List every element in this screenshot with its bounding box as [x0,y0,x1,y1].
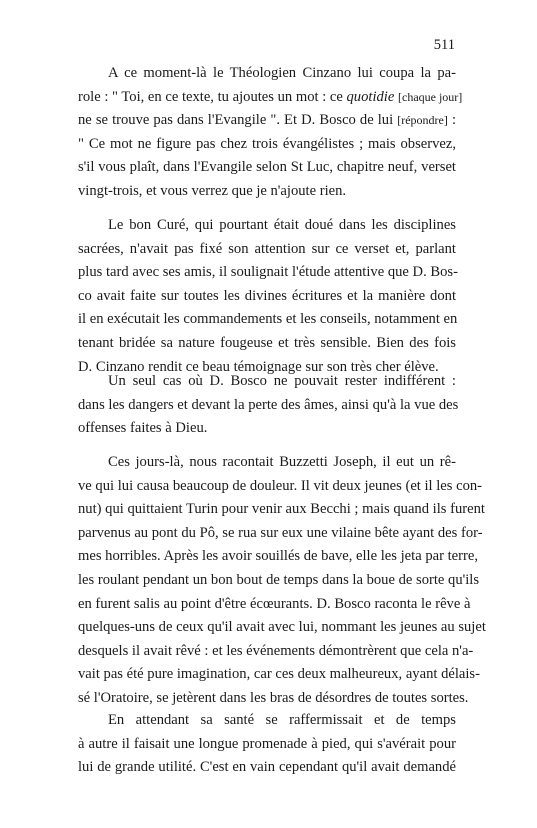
text-line: A ce moment-là le Théologien Cinzano lui coupa la pa- [108,65,456,81]
text-line: s'il vous plaît, dans l'Evangile selon St Luc, chapitre neuf, verset [78,159,456,176]
paragraph-1 [78,62,463,204]
page-number: 511 [433,37,455,53]
paragraph-4 [78,451,486,711]
text-line: sacrées, n'avait pas fixé son attention sur ce verset et, parlant [78,240,456,257]
text-line: quelques-uns de ceux qu'il avait avec lui, nommant les jeunes au sujet [78,619,486,636]
text-line: les roulant pendant un bon bout de temps dans la boue de sorte qu'ils [78,571,480,588]
text-line: En attendant sa santé se raffermissait et de temps [108,712,456,728]
text-line: desquels il avait rêvé : et les événements démontrèrent que cela n'a- [78,642,474,659]
text-line: co avait faite sur toutes les divines écritures et la manière dont [78,287,456,304]
text-line: " Ce mot ne figure pas chez trois évangélistes ; mais observez, [78,135,456,152]
text-line: offenses faites à Dieu. [78,420,208,437]
text-line: dans les dangers et devant la perte des âmes, ainsi qu'à la vue des [78,396,459,413]
text-line: ve qui lui causa beaucoup de douleur. Il vit deux jeunes (et il les con- [78,477,483,494]
text-line: plus tard avec ses amis, il soulignait l'étude attentive que D. Bos- [78,264,458,281]
paragraph-5 [78,709,456,780]
text-line: tenant bridée sa nature fougeuse et très sensible. Bien des fois [78,334,456,351]
text-line: mes horribles. Après les avoir souillés de bave, elle les jeta par terre, [78,548,478,565]
text-line: role : " Toi, en ce texte, tu ajoutes un mot : ce quotidie [chaque jour] [78,88,463,105]
text-line: lui de grande utilité. C'est en vain cependant qu'il avait demandé [78,759,456,776]
text-line: nut) qui quittaient Turin pour venir aux Becchi ; mais quand ils furent [78,501,485,518]
text-line: vingt-trois, et vous verrez que je n'ajoute rien. [78,182,347,199]
text-line: D. Cinzano rendit ce beau témoignage sur son très cher élève. [78,358,439,375]
text-line: parvenus au pont du Pô, se rua sur eux une vilaine bête ayant des for- [78,524,483,541]
paragraph-2 [78,214,456,379]
text-line: à autre il faisait une longue promenade à pied, qui s'avérait pour [78,735,456,752]
text-line: Un seul cas où D. Bosco ne pouvait rester indifférent : [108,373,456,389]
text-line: sé l'Oratoire, se jetèrent dans les bras de désordres de toutes sortes. [78,689,469,706]
text-line: Ces jours-là, nous racontait Buzzetti Joseph, il eut un rê- [108,454,456,470]
text-line: vait pas été pure imagination, car ces deux malheureux, ayant délais- [78,666,480,683]
text-line: il en exécutait les commandements et les conseils, notamment en [78,311,458,328]
text-line: Le bon Curé, qui pourtant était doué dans les disciplines [108,217,456,233]
text-line: ne se trouve pas dans l'Evangile ". Et D. Bosco de lui [répondre] : [78,112,456,129]
text-line: en furent salis au point d'être écœurants. D. Bosco raconta le rêve à [78,595,471,612]
paragraph-3 [78,370,459,441]
